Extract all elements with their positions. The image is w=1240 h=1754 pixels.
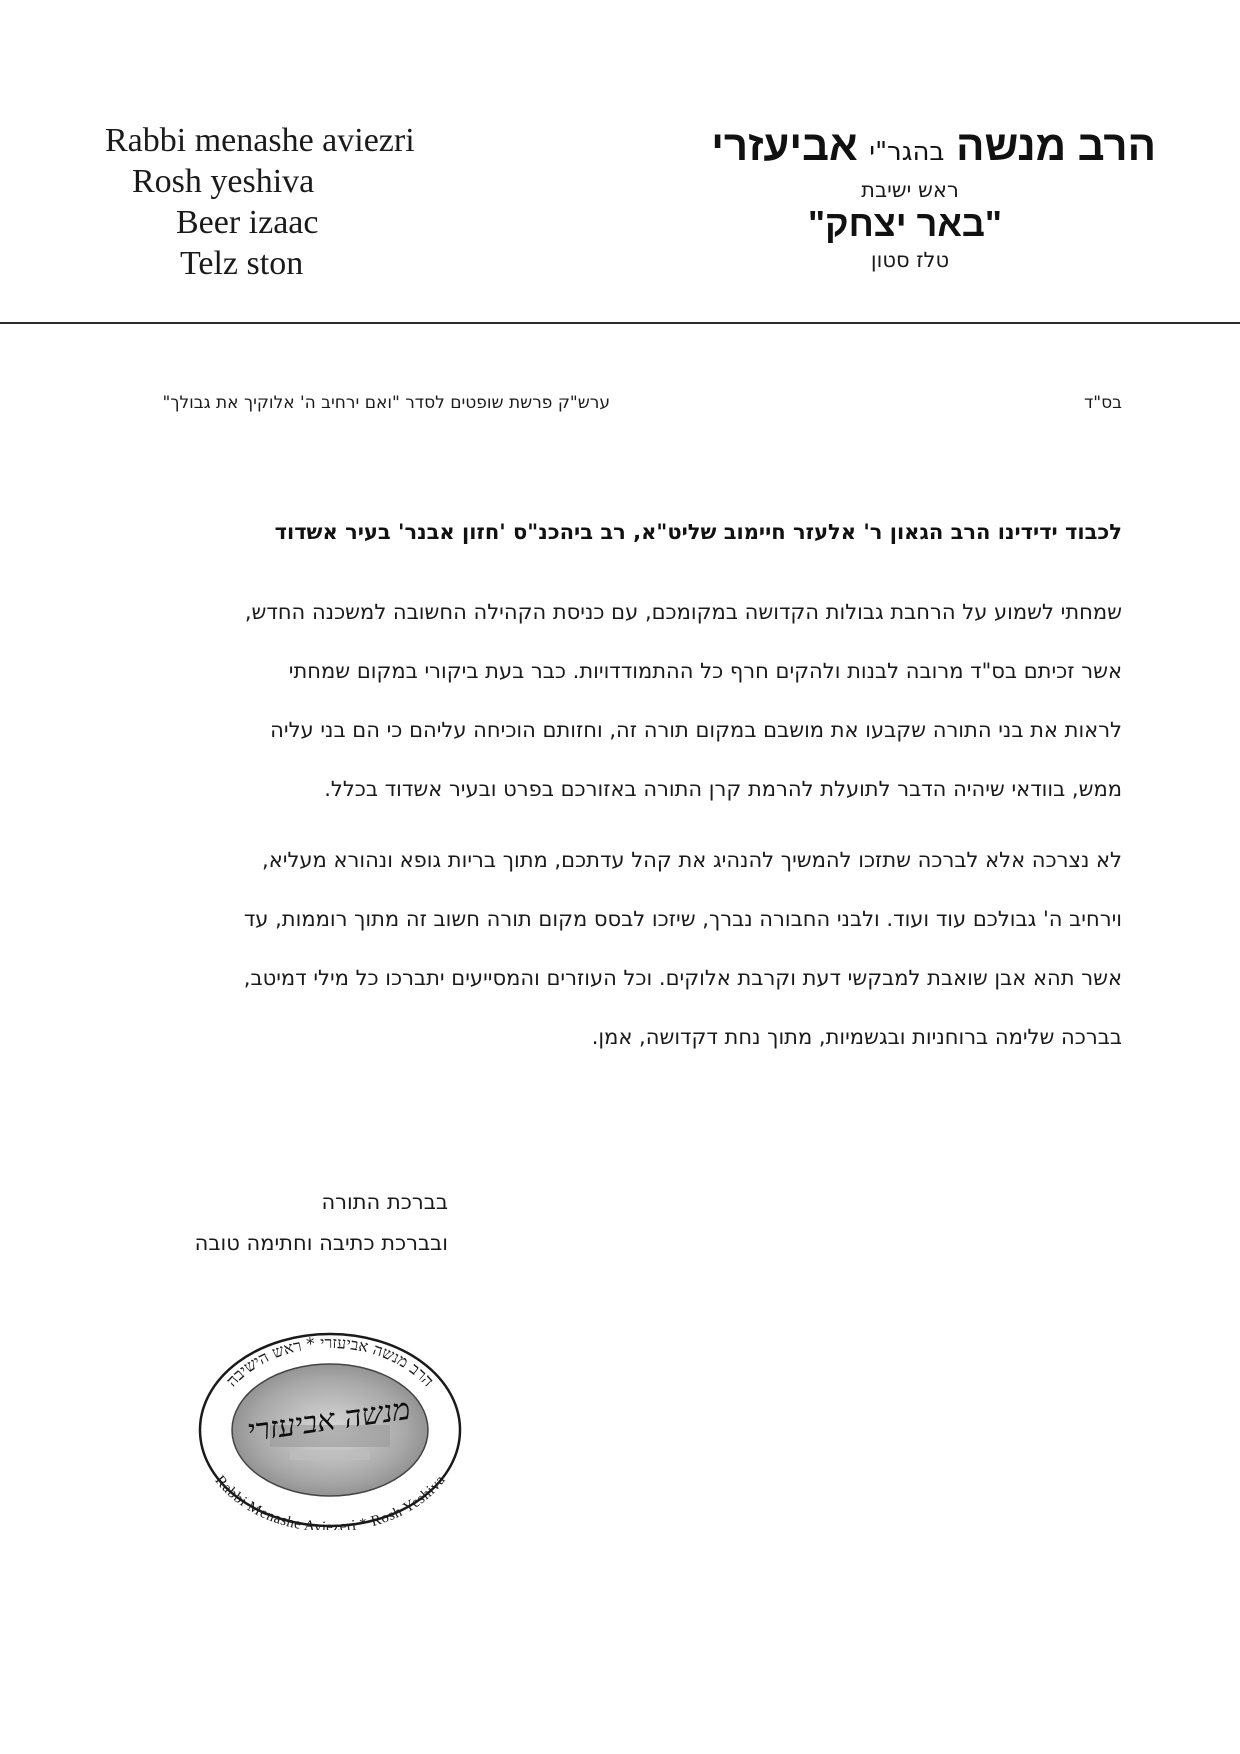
closing-line-2: ובברכת כתיבה וחתימה טובה: [194, 1231, 448, 1255]
letter-closing: [118, 1182, 448, 1264]
rabbi-seal-stamp: [195, 1330, 465, 1530]
letterhead-hebrew-yeshiva: "באר יצחק": [807, 203, 1002, 244]
paragraph-line: אשר תהא אבן שואבת למבקשי דעת וקרבת אלוקים. וכל העוזרים והמסייעים יתברכו כל מילי דמיטב,: [243, 966, 1122, 990]
signature: מנשה אביעזרי: [244, 1391, 413, 1450]
letterhead-hebrew-location: טלז סטון: [870, 248, 950, 272]
letter-paragraph-2: [117, 831, 1122, 1067]
paragraph-line: וירחיב ה' גבולכם עוד ועוד. ולבני החבורה נברך, שיזכו לבסס מקום תורה חשוב זה מתוך רוממות, עד: [243, 907, 1122, 931]
seal-english-text: Rabbi Menashe Aviezeri * Rosh Yeshiva: [211, 1472, 449, 1530]
paragraph-line: לא נצרכה אלא לברכה שתזכו להמשיך להנהיג את קהל עדתכם, מתוך בריות גופא ונהורא מעליא,: [262, 848, 1122, 872]
paragraph-line: בברכה שלימה ברוחניות ובגשמיות, מתוך נחת דקדושה, אמן.: [591, 1025, 1122, 1049]
letterhead-english-title: Rosh yeshiva: [132, 163, 315, 200]
letter-paragraph-1: [117, 583, 1122, 819]
letterhead-english-yeshiva: Beer izaac: [176, 204, 319, 241]
letter-date: ערש"ק פרשת שופטים לסדר "ואם ירחיב ה' אלוקיך את גבולך": [162, 393, 610, 413]
letterhead-hebrew-name: [711, 122, 1156, 170]
paragraph-line: ממש, בוודאי שיהיה הדבר לתועלת להרמת קרן התורה באזורכם בפרט ובעיר אשדוד בכלל.: [324, 777, 1122, 801]
letterhead-hebrew-title: ראש ישיבת: [861, 178, 959, 202]
letterhead-english-name: Rabbi menashe aviezri: [105, 122, 415, 159]
seal-graphic: [195, 1330, 465, 1530]
letter-address: לכבוד ידידינו הרב הגאון ר' אלעזר חיימוב שליט"א, רב ביהכנ"ס 'חזון אבנר' בעיר אשדוד: [274, 520, 1122, 544]
letterhead-hebrew-honorific: בהגר"י: [869, 137, 945, 167]
bsd-mark: בס"ד: [1084, 393, 1122, 413]
letterhead-hebrew-name-first: הרב מנשה: [956, 122, 1156, 169]
seal-hebrew-text: הרב מנשה אביעזרי * ראש הישיבה: [222, 1332, 438, 1391]
paragraph-line: לראות את בני התורה שקבעו את מושבם במקום תורה זה, וחזותם הוכיחה עליהם כי הם בני עליה: [270, 718, 1122, 742]
paragraph-line: שמחתי לשמוע על הרחבת גבולות הקדושה במקומכם, עם כניסת הקהילה החשובה למשכנה החדש,: [244, 600, 1122, 624]
letterhead-hebrew-name-last: אביעזרי: [711, 122, 858, 169]
header-divider: [0, 322, 1240, 324]
closing-line-1: בברכת התורה: [321, 1190, 448, 1214]
letterhead-english-location: Telz ston: [180, 245, 304, 282]
paragraph-line: אשר זכיתם בס"ד מרובה לבנות ולהקים חרף כל ההתמודדויות. כבר בעת ביקורי במקום שמחתי: [288, 659, 1122, 683]
